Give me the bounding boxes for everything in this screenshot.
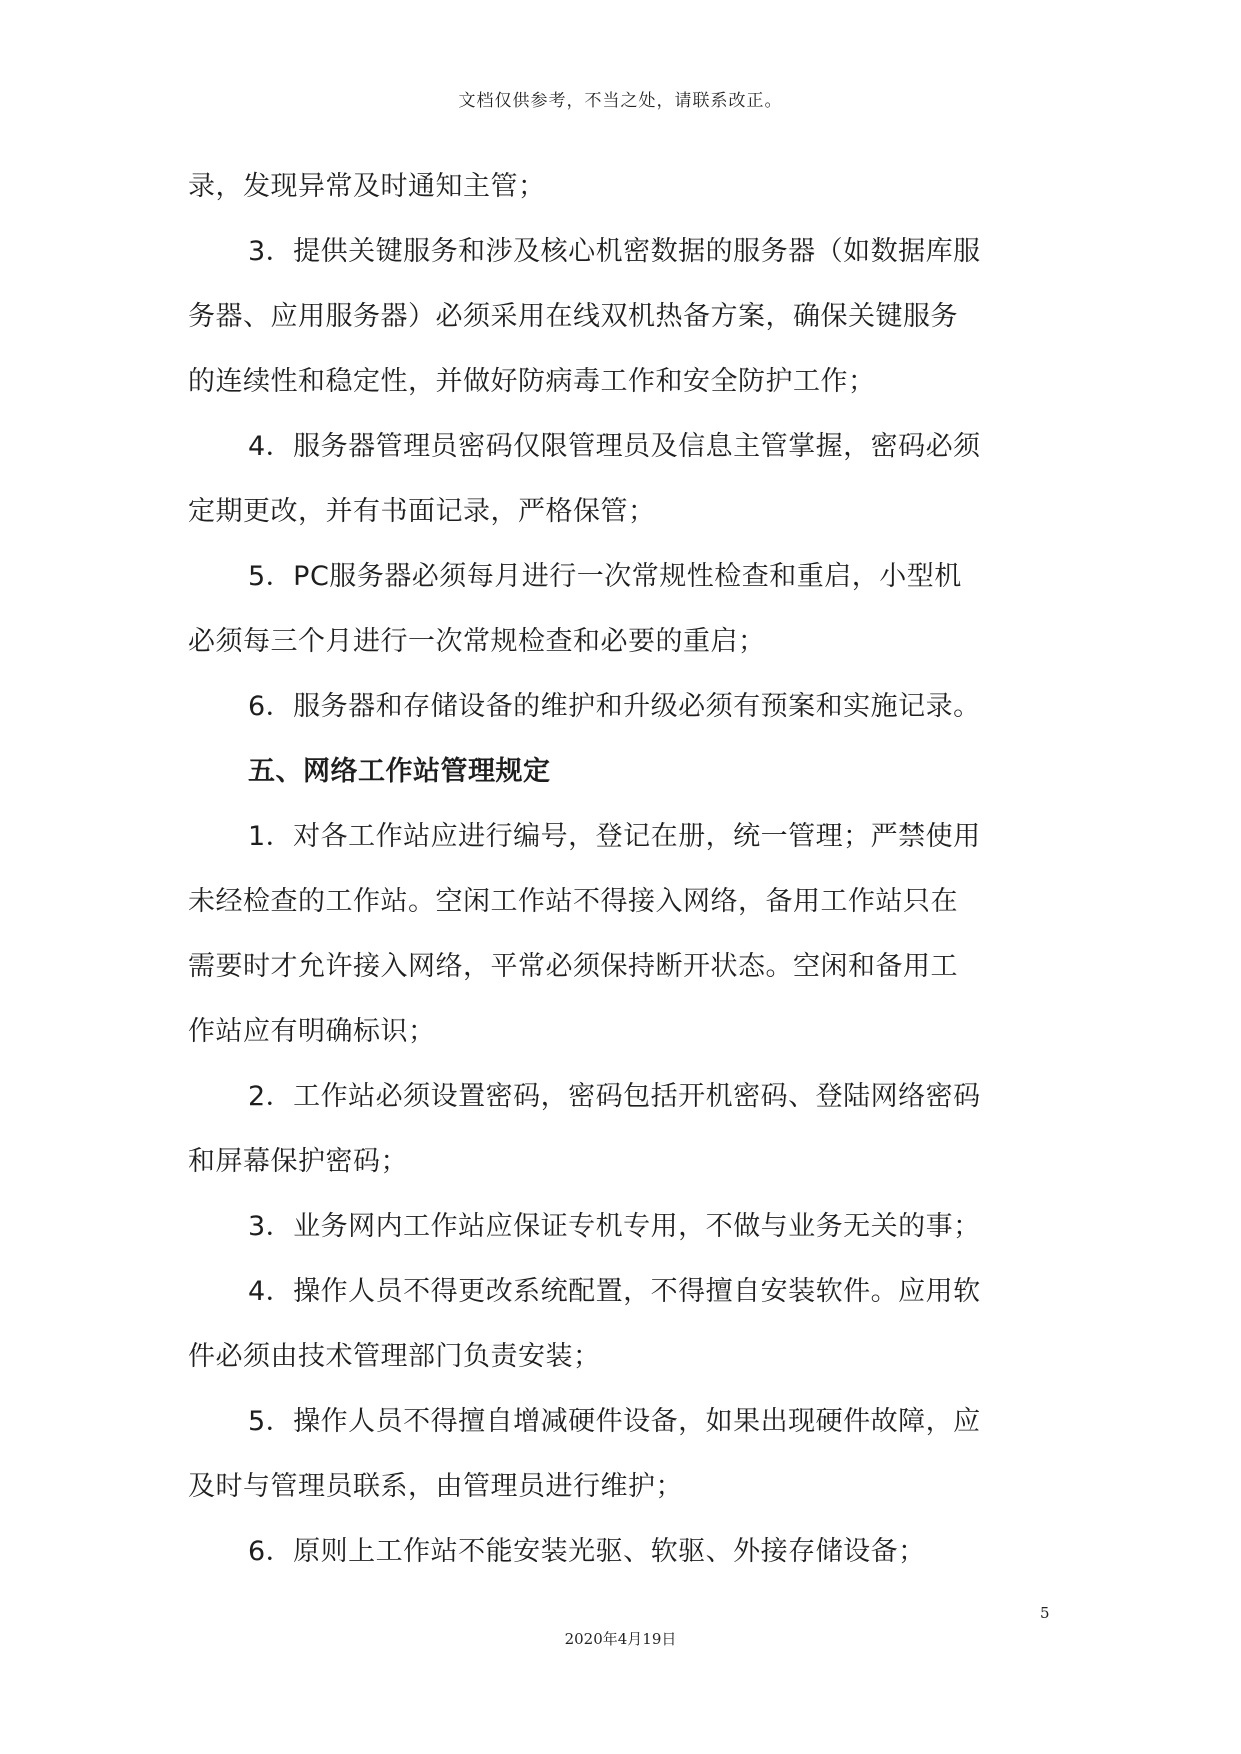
page-number: 5 bbox=[1040, 1604, 1050, 1622]
text-line: 1．对各工作站应进行编号，登记在册，统一管理；严禁使用 bbox=[248, 821, 981, 852]
text-line: 必须每三个月进行一次常规检查和必要的重启； bbox=[188, 626, 766, 657]
text-line: 和屏幕保护密码； bbox=[188, 1146, 408, 1177]
text-line: 6．原则上工作站不能安装光驱、软驱、外接存储设备； bbox=[248, 1536, 926, 1567]
text-line: 未经检查的工作站。空闲工作站不得接入网络，备用工作站只在 bbox=[188, 886, 958, 917]
footer-date: 2020年4月19日 bbox=[564, 1630, 677, 1648]
text-line: 作站应有明确标识； bbox=[188, 1016, 436, 1047]
text-line: 5．操作人员不得擅自增减硬件设备，如果出现硬件故障，应 bbox=[248, 1406, 981, 1437]
text-line: 5．PC服务器必须每月进行一次常规性检查和重启，小型机 bbox=[248, 561, 962, 592]
text-line: 6．服务器和存储设备的维护和升级必须有预案和实施记录。 bbox=[248, 691, 981, 722]
text-line: 务器、应用服务器）必须采用在线双机热备方案，确保关键服务 bbox=[188, 301, 958, 332]
text-line: 及时与管理员联系，由管理员进行维护； bbox=[188, 1471, 683, 1502]
text-line: 4．服务器管理员密码仅限管理员及信息主管掌握，密码必须 bbox=[248, 431, 981, 462]
text-line: 的连续性和稳定性，并做好防病毒工作和安全防护工作； bbox=[188, 366, 876, 397]
body-text bbox=[188, 154, 1058, 1584]
text-line: 3．提供关键服务和涉及核心机密数据的服务器（如数据库服 bbox=[248, 236, 981, 267]
text-line: 4．操作人员不得更改系统配置，不得擅自安装软件。应用软 bbox=[248, 1276, 981, 1307]
text-line: 件必须由技术管理部门负责安装； bbox=[188, 1341, 601, 1372]
text-line: 录，发现异常及时通知主管； bbox=[188, 171, 546, 202]
section-heading: 五、网络工作站管理规定 bbox=[248, 756, 551, 787]
page-header: 文档仅供参考，不当之处，请联系改正。 bbox=[458, 91, 783, 111]
text-line: 2．工作站必须设置密码，密码包括开机密码、登陆网络密码 bbox=[248, 1081, 981, 1112]
text-line: 定期更改，并有书面记录，严格保管； bbox=[188, 496, 656, 527]
text-line: 需要时才允许接入网络，平常必须保持断开状态。空闲和备用工 bbox=[188, 951, 958, 982]
text-line: 3．业务网内工作站应保证专机专用，不做与业务无关的事； bbox=[248, 1211, 981, 1242]
